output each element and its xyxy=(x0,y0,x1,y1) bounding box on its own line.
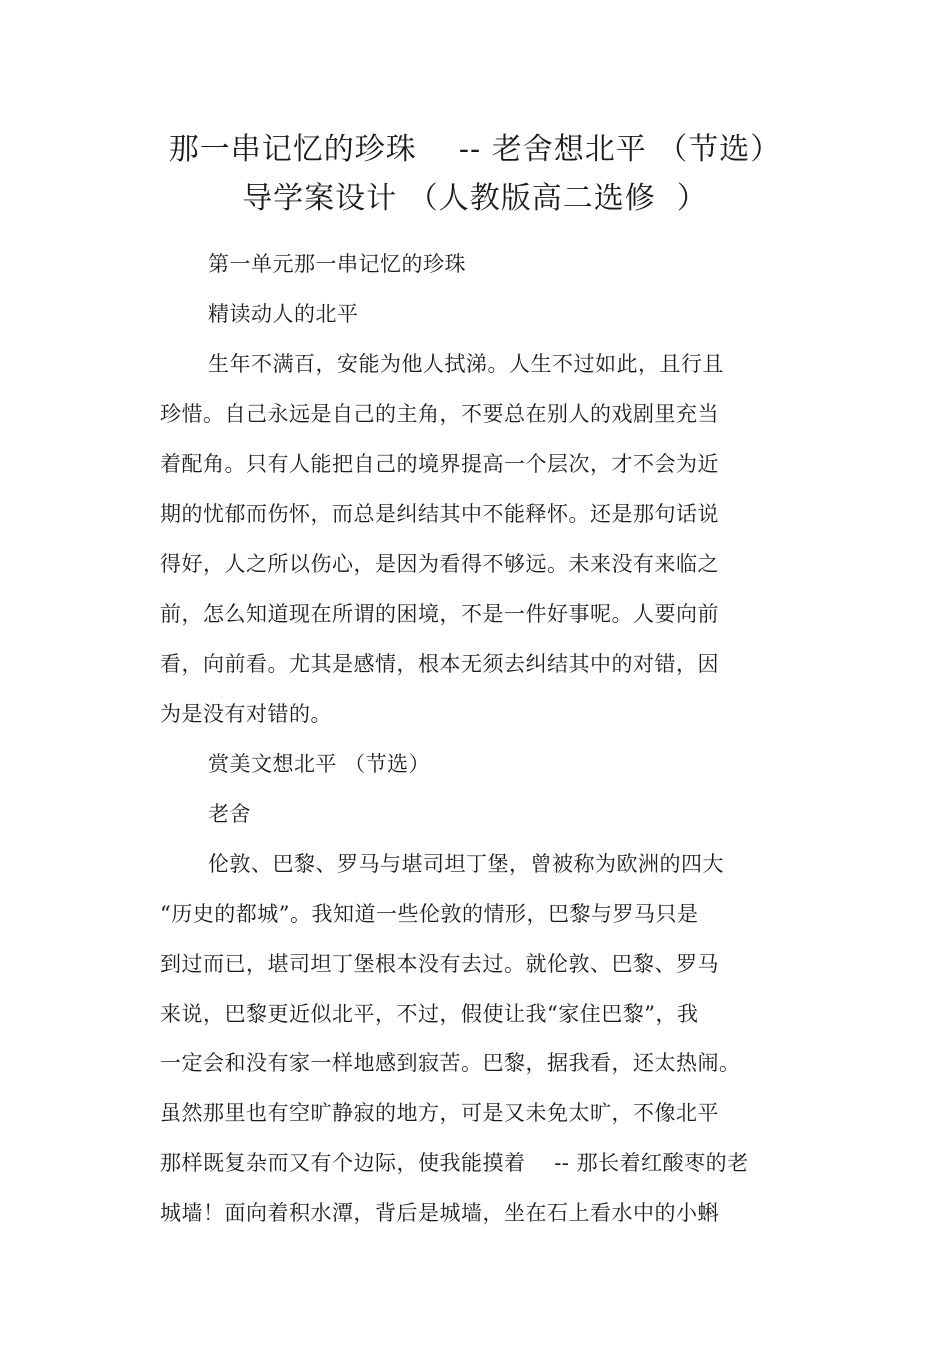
paragraph-line: 为是没有对错的。 xyxy=(160,702,332,726)
paragraph-line: 珍惜。自己永远是自己的主角，不要总在别人的戏剧里充当 xyxy=(160,402,719,426)
paragraph-line: 来说，巴黎更近似北平，不过，假使让我“家住巴黎”，我 xyxy=(160,1002,699,1026)
document-title-line-1: 那一串记忆的珍珠 -- 老舍想北平 （节选） xyxy=(168,132,782,167)
paragraph-line: 生年不满百，安能为他人拭涕。人生不过如此，且行且 xyxy=(208,352,724,376)
paragraph-line: 到过而已，堪司坦丁堡根本没有去过。就伦敦、巴黎、罗马 xyxy=(160,952,719,976)
section-heading-reading: 精读动人的北平 xyxy=(208,302,359,326)
paragraph-line: 着配角。只有人能把自己的境界提高一个层次，才不会为近 xyxy=(160,452,719,476)
section-heading-unit: 第一单元那一串记忆的珍珠 xyxy=(208,252,466,276)
paragraph-line: 看，向前看。尤其是感情，根本无须去纠结其中的对错，因 xyxy=(160,652,719,676)
document-title-line-2: 导学案设计 （人教版高二选修 ） xyxy=(242,181,708,216)
paragraph-line: 得好，人之所以伤心，是因为看得不够远。未来没有来临之 xyxy=(160,552,719,576)
paragraph-line: 前，怎么知道现在所谓的困境，不是一件好事呢。人要向前 xyxy=(160,602,719,626)
paragraph-line: 城墙！面向着积水潭，背后是城墙，坐在石上看水中的小蝌 xyxy=(160,1201,719,1225)
paragraph-line: 虽然那里也有空旷静寂的地方，可是又未免太旷，不像北平 xyxy=(160,1101,719,1125)
author-name: 老舍 xyxy=(208,802,251,826)
paragraph-line: 那样既复杂而又有个边际，使我能摸着 -- 那长着红酸枣的老 xyxy=(160,1151,749,1175)
paragraph-line: 一定会和没有家一样地感到寂苦。巴黎，据我看，还太热闹。 xyxy=(160,1051,741,1075)
section-heading-essay: 赏美文想北平 （节选） xyxy=(208,752,431,776)
paragraph-line: 伦敦、巴黎、罗马与堪司坦丁堡，曾被称为欧洲的四大 xyxy=(208,852,724,876)
paragraph-line: “历史的都城”。我知道一些伦敦的情形，巴黎与罗马只是 xyxy=(160,902,699,926)
paragraph-line: 期的忧郁而伤怀，而总是纠结其中不能释怀。还是那句话说 xyxy=(160,502,719,526)
